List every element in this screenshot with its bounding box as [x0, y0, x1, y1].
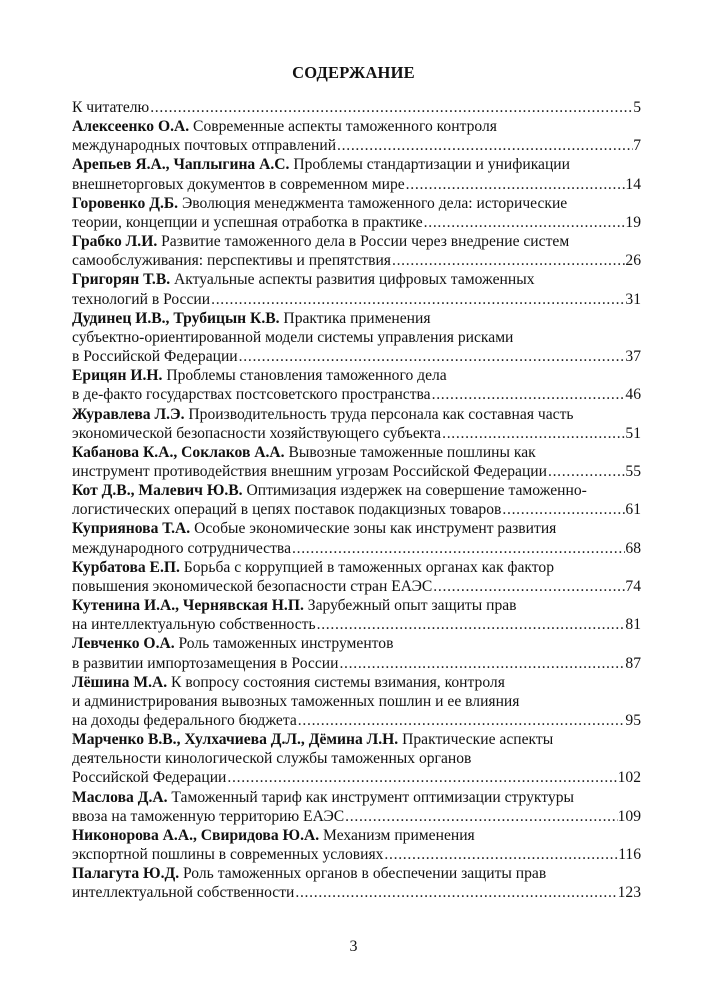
toc-entry [72, 366, 641, 404]
toc-entry [72, 309, 641, 366]
toc-entry-title: Эволюция менеджмента таможенного дела: исторические [178, 194, 568, 212]
toc-entry [72, 232, 641, 270]
toc-entry-title: на интеллектуальную собственность [72, 616, 316, 634]
toc-entry-title: технологий в России [72, 290, 211, 308]
dot-leader [338, 654, 625, 673]
toc-entry-line [72, 251, 641, 270]
toc-entry-title: и администрирования вывозных таможенных пошлин и ее влияния [72, 692, 520, 710]
toc-entry-title: Борьба с коррупцией в таможенных органах как фактор [179, 558, 555, 576]
toc-entry-page: 19 [625, 213, 641, 231]
toc-entry-title: Современные аспекты таможенного контроля [189, 118, 497, 136]
toc-entry-text [72, 424, 441, 443]
toc-entry-page: 95 [625, 712, 641, 729]
toc-entry-text [72, 883, 294, 902]
toc-entry-title: в развитии импортозамещения в России [72, 654, 339, 672]
toc-entry-title: ввоза на таможенную территорию ЕАЭС [72, 807, 345, 825]
dot-leader [423, 213, 626, 232]
toc-entry-page: 74 [625, 577, 641, 595]
dot-leader [501, 500, 625, 519]
toc-entry-author: Ерицян И.Н. [72, 367, 163, 385]
dot-leader [294, 883, 617, 902]
dot-leader [431, 385, 626, 404]
toc-entry-page: 68 [625, 539, 641, 557]
toc-entry [72, 673, 641, 730]
toc-entry-line [72, 194, 641, 213]
toc-entry-line [72, 519, 641, 538]
toc-entry-author: Арепьев Я.А., Чаплыгина А.С. [72, 156, 290, 174]
toc-entry-page: 26 [625, 252, 641, 270]
toc-entry-author: Марченко В.В., Хулхачиева Д.Л., Дёмина Л.Н. [72, 731, 399, 749]
toc-entry-line [72, 845, 641, 864]
toc-entry-author: Кабанова К.А., Соклаков А.А. [72, 443, 285, 461]
toc-entry-title: международных почтовых отправлений [72, 137, 337, 155]
toc-entry [72, 117, 641, 155]
dot-leader [405, 175, 626, 194]
toc-entry-title: внешнеторговых документов в современном мире [72, 175, 405, 193]
toc-entry-page: 55 [625, 462, 641, 480]
toc-entry-page: 51 [625, 424, 641, 442]
toc-entry-title: интеллектуальной собственности [72, 884, 295, 902]
toc-entry-line [72, 98, 641, 117]
toc-entry-title: экономической безопасности хозяйствующего субъекта [72, 424, 442, 442]
dot-leader [432, 577, 625, 596]
dot-leader [547, 462, 625, 481]
toc-entry-title: Роль таможенных органов в обеспечении защиты прав [179, 865, 547, 883]
toc-entry-title: К вопросу состояния системы взимания, контроля [167, 673, 505, 691]
toc-entry-author: Левченко О.А. [72, 635, 175, 653]
toc-entry-text [72, 175, 405, 194]
toc-entry-author: Журавлева Л.Э. [72, 405, 185, 423]
toc-entry-title: в Российской Федерации [72, 348, 238, 366]
toc-entry-line [72, 366, 641, 385]
toc-entry-title: Зарубежный опыт защиты прав [303, 597, 517, 615]
toc-entry [72, 730, 641, 787]
toc-entry-text [72, 251, 391, 270]
toc-entry-title: экспортной пошлины в современных условиях [72, 846, 384, 864]
toc-entry-title: Развитие таможенного дела в России через внедрение систем [157, 233, 570, 251]
toc-entry [72, 864, 641, 902]
toc-entry-line [72, 117, 641, 136]
dot-leader [316, 615, 626, 634]
toc-entry-title: Оптимизация издержек на совершение таможенно- [242, 482, 587, 500]
toc-entry-title: Особые экономические зоны как инструмент развития [190, 520, 557, 538]
toc-entry-page: 123 [617, 884, 641, 902]
toc-entry-line [72, 749, 641, 768]
toc-entry-title: Российской Федерации [72, 769, 227, 787]
toc-entry-author: Алексеенко О.А. [72, 118, 190, 136]
toc-entry-title: повышения экономической безопасности стран ЕАЭС [72, 577, 433, 595]
toc-entry-line [72, 424, 641, 443]
toc-entry-line [72, 290, 641, 309]
toc-entry-line [72, 768, 641, 787]
toc-entry-title: Проблемы стандартизации и унификации [289, 156, 570, 174]
toc-entry-line [72, 673, 641, 692]
dot-leader [391, 251, 625, 270]
toc-entry-title: субъектно-ориентированной модели системы управления рисками [72, 328, 514, 346]
toc-entry-text [72, 500, 501, 519]
toc-entry-page: 102 [617, 769, 641, 787]
toc-entry-text [72, 768, 226, 787]
toc-entry-line [72, 634, 641, 653]
toc-entry-line [72, 883, 641, 902]
toc-entry-line [72, 213, 641, 232]
toc-entry-line [72, 443, 641, 462]
toc-entry-text [72, 462, 547, 481]
toc-entry-line [72, 864, 641, 883]
toc-entry-title: теории, концепции и успешная отработка в практике [72, 213, 423, 231]
toc-entry-line [72, 596, 641, 615]
toc-entry-title: Актуальные аспекты развития цифровых таможенных [170, 271, 535, 289]
toc-entry-page: 109 [617, 807, 641, 825]
toc-entry [72, 194, 641, 232]
toc-entry [72, 558, 641, 596]
toc-entry-line [72, 175, 641, 194]
toc-entry-line [72, 826, 641, 845]
toc-entry-page: 46 [625, 386, 641, 404]
dot-leader [210, 290, 625, 309]
toc-entry [72, 519, 641, 557]
toc-entry-text [72, 136, 336, 155]
dot-leader [344, 807, 617, 826]
toc-entry-line [72, 136, 641, 155]
toc-entry-line [72, 807, 641, 826]
toc-entry-title: самообслуживания: перспективы и препятствия [72, 252, 391, 270]
toc-entry-line [72, 347, 641, 366]
toc-entry-title: Таможенный тариф как инструмент оптимизации структуры [167, 788, 574, 806]
dot-leader [336, 136, 633, 155]
toc-entry-page: 87 [625, 654, 641, 672]
toc-entry-author: Палагута Ю.Д. [72, 865, 180, 883]
toc-entry-text [72, 385, 431, 404]
toc-entry-author: Кот Д.В., Малевич Ю.В. [72, 482, 243, 500]
toc-entry-line [72, 481, 641, 500]
toc-entry-line [72, 730, 641, 749]
toc-entry-page: 31 [625, 290, 641, 308]
toc-entry-page: 61 [625, 501, 641, 519]
toc-entry-line [72, 270, 641, 289]
toc-entry-text [72, 98, 149, 117]
dot-leader [441, 424, 625, 443]
toc-entry-author: Курбатова Е.П. [72, 558, 180, 576]
dot-leader [226, 768, 617, 787]
toc-entry-text [72, 577, 432, 596]
toc-entry-line [72, 711, 641, 730]
page-title: СОДЕРЖАНИЕ [292, 63, 415, 82]
toc-entry-text [72, 539, 291, 558]
toc-entry-author: Маслова Д.А. [72, 788, 168, 806]
toc-entry-text [72, 845, 383, 864]
toc-entry-title: Практические аспекты [398, 731, 554, 749]
toc-entry-title: деятельности кинологической службы таможенных органов [72, 750, 472, 768]
toc-entry-line [72, 462, 641, 481]
toc-entry-text [72, 654, 338, 673]
toc-entry-title: Производительность труда персонала как составная часть [184, 405, 574, 423]
toc-entry-line [72, 788, 641, 807]
toc-entry-line [72, 539, 641, 558]
toc-entry [72, 155, 641, 193]
toc-entry [72, 634, 641, 672]
toc-entry-text [72, 711, 297, 730]
toc-entry-title: К читателю [72, 99, 150, 116]
toc-entry-text [72, 615, 316, 634]
toc-entry [72, 405, 641, 443]
toc-entry-line [72, 232, 641, 251]
toc-entry-title: логистических операций в цепях поставок подакцизных товаров [72, 501, 502, 519]
toc-entry-page: 7 [633, 137, 641, 155]
toc-entry-line [72, 615, 641, 634]
toc-entry-line [72, 577, 641, 596]
toc-entry-title: Вывозные таможенные пошлины как [284, 443, 536, 461]
toc-entry-author: Кутенина И.А., Чернявская Н.П. [72, 597, 304, 615]
dot-leader [297, 711, 626, 730]
dot-leader [238, 347, 626, 366]
toc-entry-author: Лёшина М.А. [72, 673, 168, 691]
toc-entry-line [72, 558, 641, 577]
dot-leader [149, 98, 633, 117]
toc-entry-author: Дудинец И.В., Трубицын К.В. [72, 309, 280, 327]
toc-entry-text [72, 290, 210, 309]
toc-entry [72, 481, 641, 519]
toc-entry-title: Роль таможенных инструментов [174, 635, 394, 653]
toc-entry [72, 596, 641, 634]
toc-entry [72, 270, 641, 308]
toc-entry-line [72, 500, 641, 519]
toc-entry-line [72, 309, 641, 328]
toc-entry-author: Куприянова Т.А. [72, 520, 191, 538]
toc-entry-page: 116 [618, 846, 641, 864]
page-number: 3 [349, 938, 358, 955]
toc-entry-page: 81 [625, 616, 641, 634]
toc-entry-title: инструмент противодействия внешним угрозам Российской Федерации [72, 462, 547, 480]
toc-entry-title: в де-факто государствах постсоветского пространства [72, 386, 431, 404]
toc-entry-line [72, 385, 641, 404]
toc-entry-page: 14 [625, 175, 641, 193]
toc-entry-title: Практика применения [279, 309, 431, 327]
toc-entry-title: на доходы федерального бюджета [72, 712, 297, 729]
toc-entry-line [72, 405, 641, 424]
toc-entry-text [72, 347, 238, 366]
table-of-contents [72, 98, 641, 903]
toc-entry-title: международного сотрудничества [72, 539, 291, 557]
toc-entry-text [72, 807, 344, 826]
toc-entry [72, 98, 641, 117]
toc-entry-page: 5 [633, 99, 641, 116]
dot-leader [291, 539, 625, 558]
toc-entry-line [72, 155, 641, 174]
dot-leader [383, 845, 618, 864]
toc-entry-page: 37 [625, 348, 641, 366]
toc-entry [72, 826, 641, 864]
toc-entry-text [72, 213, 423, 232]
toc-entry-line [72, 692, 641, 711]
toc-entry-title: Проблемы становления таможенного дела [162, 367, 447, 385]
toc-entry-author: Григорян Т.В. [72, 271, 171, 289]
toc-entry-title: Механизм применения [319, 826, 475, 844]
toc-entry-line [72, 654, 641, 673]
toc-entry [72, 443, 641, 481]
toc-entry-author: Никонорова А.А., Свиридова Ю.А. [72, 826, 320, 844]
toc-entry-author: Горовенко Д.Б. [72, 194, 179, 212]
toc-entry-line [72, 328, 641, 347]
toc-entry [72, 788, 641, 826]
toc-entry-author: Грабко Л.И. [72, 233, 158, 251]
